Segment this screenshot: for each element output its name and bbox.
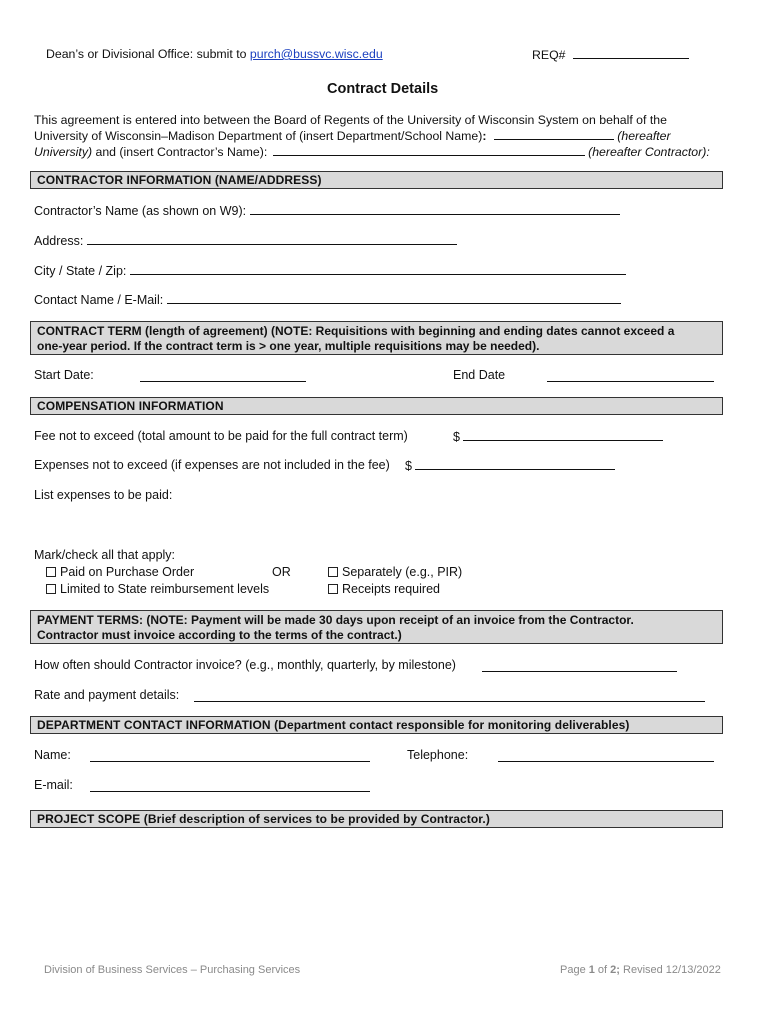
option-limited[interactable] [46, 582, 269, 596]
option-separately-label: Separately (e.g., PIR) [342, 565, 463, 579]
option-receipts[interactable] [328, 582, 440, 596]
invoice-frequency-field[interactable] [482, 660, 677, 672]
fee-field[interactable] [463, 429, 663, 441]
req-label: REQ# [532, 48, 566, 62]
rate-field[interactable] [194, 690, 705, 702]
intro-line-1: This agreement is entered into between the Board of Regents of the University of Wisconsin System on behalf of the [34, 113, 667, 127]
address-field[interactable] [87, 233, 457, 245]
footer-page-prefix: Page [560, 964, 589, 976]
submit-prefix: Dean’s or Divisional Office: submit to [46, 47, 250, 61]
section-department-title: DEPARTMENT CONTACT INFORMATION (Department contact responsible for monitoring deliverables) [37, 718, 630, 732]
hereafter-contractor: (hereafter Contractor): [588, 145, 710, 159]
section-compensation [30, 397, 723, 415]
start-date-field[interactable] [140, 370, 306, 382]
contact-row [34, 292, 621, 307]
rate-label: Rate and payment details: [34, 688, 180, 702]
department-name-field[interactable] [494, 128, 614, 140]
intro-university: University) [34, 145, 93, 159]
city-row [34, 263, 626, 278]
intro-paragraph [34, 112, 724, 160]
intro-colon: : [482, 129, 487, 143]
dept-name-field[interactable] [90, 750, 370, 762]
or-label: OR [272, 565, 291, 579]
expenses-amount [405, 458, 615, 473]
end-date-label: End Date [453, 368, 506, 382]
intro-dept-label: University of Wisconsin–Madison Department of (insert Department/School Name) [34, 129, 483, 143]
submit-email-link[interactable]: purch@bussvc.wisc.edu [249, 47, 383, 61]
checkbox-paid-po[interactable] [46, 567, 56, 577]
address-label: Address: [34, 234, 84, 248]
term-note-line-1: CONTRACT TERM (length of agreement) (NOTE: Requisitions with beginning and ending dates cannot exceed a [37, 324, 675, 338]
section-contractor-info [30, 171, 723, 189]
expenses-field[interactable] [415, 458, 615, 470]
contractor-name-label: Contractor’s Name (as shown on W9): [34, 204, 247, 218]
city-field[interactable] [130, 263, 626, 275]
dept-name-label: Name: [34, 748, 71, 762]
section-project-scope [30, 810, 723, 828]
term-note-line-2: one-year period. If the contract term is > one year, multiple requisitions may be needed). [37, 339, 540, 353]
payment-note-line-1: PAYMENT TERMS: (NOTE: Payment will be made 30 days upon receipt of an invoice from the Contractor. [37, 613, 634, 627]
checkbox-separately[interactable] [328, 567, 338, 577]
contractor-name-field[interactable] [250, 203, 620, 215]
intro-line-2 [34, 128, 724, 144]
checkbox-limited[interactable] [46, 584, 56, 594]
option-paid-po-label: Paid on Purchase Order [60, 565, 195, 579]
footer-revised: Revised 12/13/2022 [619, 964, 721, 976]
dept-email-field[interactable] [90, 780, 370, 792]
footer-page-info [560, 964, 721, 976]
expenses-currency: $ [405, 459, 412, 473]
payment-note-line-2: Contractor must invoice according to the terms of the contract.) [37, 628, 402, 642]
req-field[interactable] [573, 47, 689, 59]
fee-amount [453, 429, 663, 444]
city-label: City / State / Zip: [34, 264, 127, 278]
footer-division: Division of Business Services – Purchasing Services [44, 964, 301, 976]
intro-line-3 [34, 144, 724, 160]
end-date-field[interactable] [547, 370, 714, 382]
option-receipts-label: Receipts required [342, 582, 440, 596]
section-compensation-title: COMPENSATION INFORMATION [37, 399, 224, 413]
invoice-frequency-label: How often should Contractor invoice? (e.g., monthly, quarterly, by milestone) [34, 658, 456, 672]
option-separately[interactable] [328, 565, 462, 579]
option-limited-label: Limited to State reimbursement levels [60, 582, 270, 596]
contractor-name-row [34, 203, 620, 218]
telephone-field[interactable] [498, 750, 714, 762]
expenses-label: Expenses not to exceed (if expenses are not included in the fee) [34, 458, 390, 472]
section-payment-terms [30, 610, 723, 644]
mark-check-label: Mark/check all that apply: [34, 548, 176, 562]
section-contractor-title: CONTRACTOR INFORMATION (NAME/ADDRESS) [37, 173, 322, 187]
page-title: Contract Details [327, 81, 439, 97]
fee-currency: $ [453, 430, 460, 444]
section-scope-title: PROJECT SCOPE (Brief description of services to be provided by Contractor.) [37, 812, 490, 826]
list-expenses-label: List expenses to be paid: [34, 488, 173, 502]
intro-contractor-label: and (insert Contractor’s Name): [92, 145, 268, 159]
contractor-name-intro-field[interactable] [273, 144, 585, 156]
footer-page-number: 1 [588, 964, 595, 976]
address-row [34, 233, 457, 248]
submit-instruction [46, 47, 383, 61]
section-department-contact [30, 716, 723, 734]
dept-email-label: E-mail: [34, 778, 73, 792]
telephone-label: Telephone: [407, 748, 469, 762]
section-contract-term [30, 321, 723, 355]
checkbox-receipts[interactable] [328, 584, 338, 594]
hereafter-university: (hereafter [617, 129, 671, 143]
option-paid-po[interactable] [46, 565, 194, 579]
contact-field[interactable] [167, 292, 621, 304]
req-number [532, 47, 689, 62]
fee-label: Fee not to exceed (total amount to be paid for the full contract term) [34, 429, 408, 443]
footer-page-total: 2; [610, 964, 620, 976]
footer-of: of [594, 964, 611, 976]
contact-label: Contact Name / E-Mail: [34, 293, 164, 307]
start-date-label: Start Date: [34, 368, 94, 382]
